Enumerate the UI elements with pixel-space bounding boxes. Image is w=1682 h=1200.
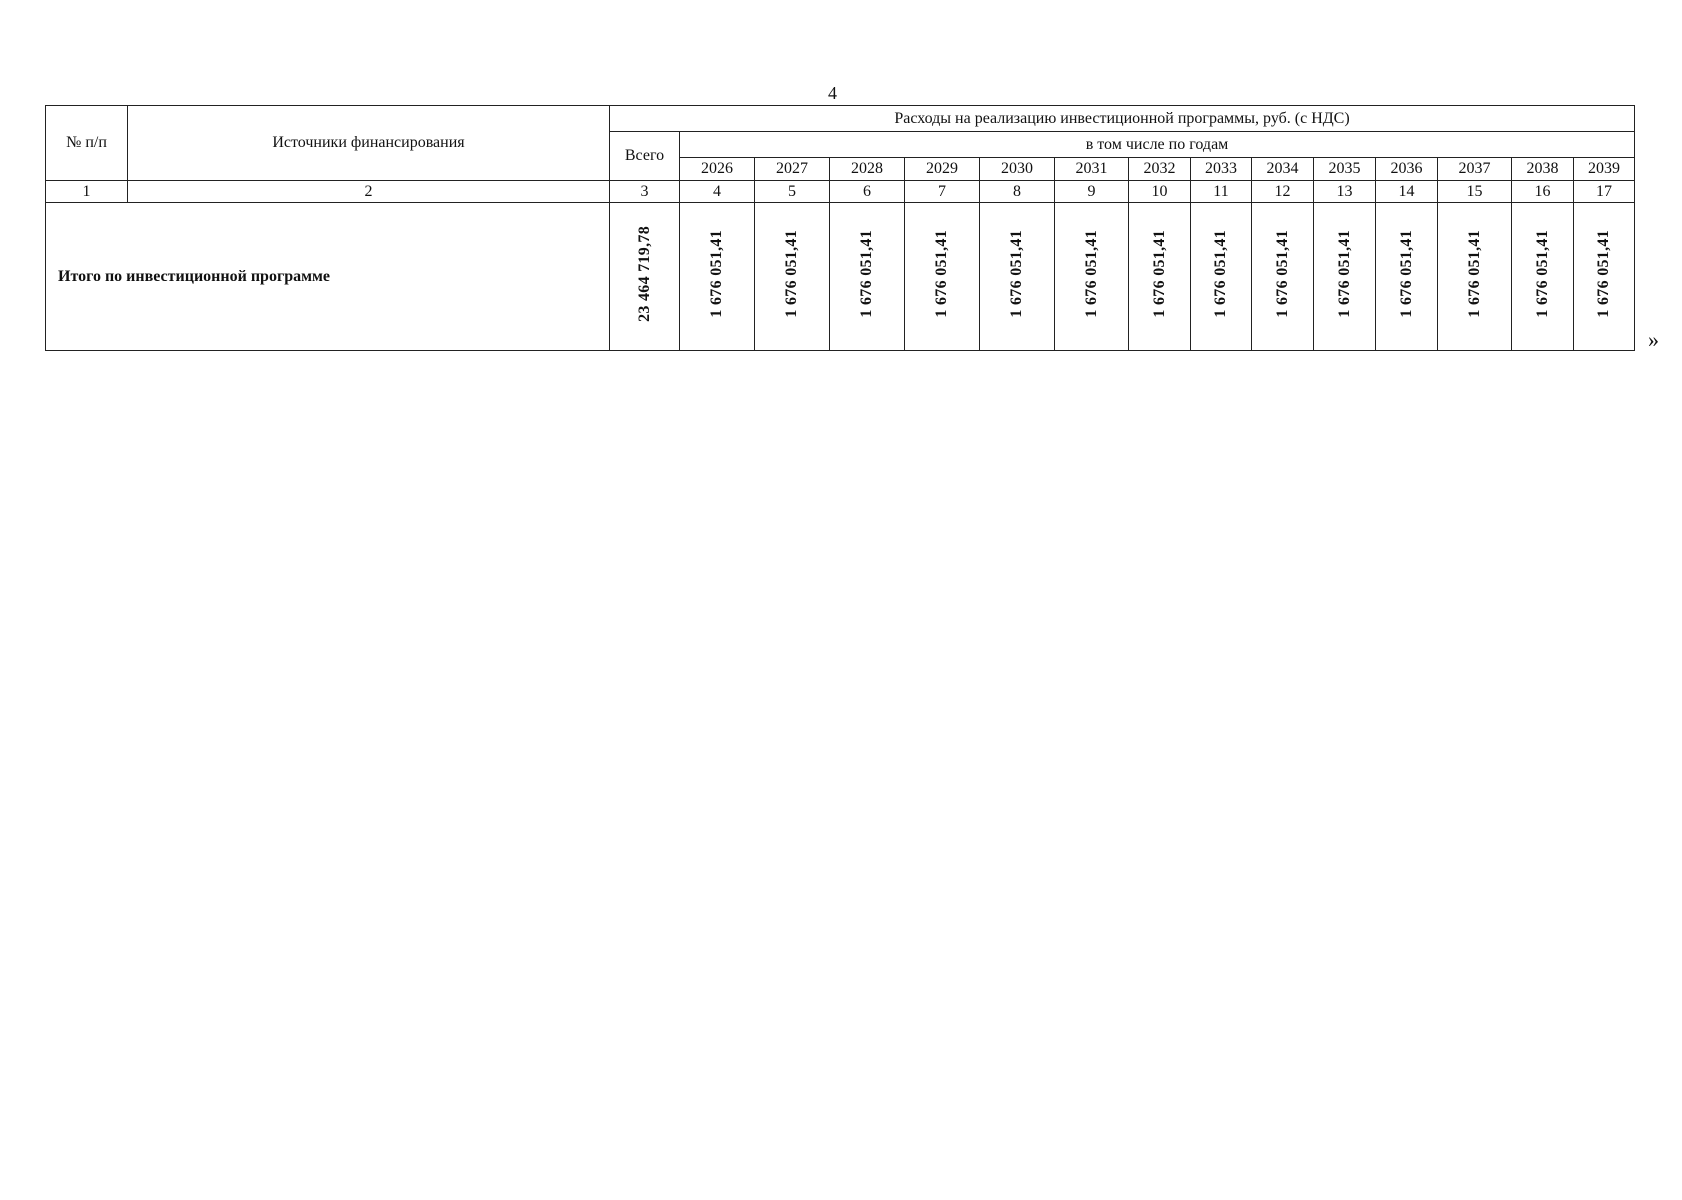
year-header: 2034 — [1252, 158, 1314, 181]
year-value: 1 676 051,41 — [1212, 230, 1229, 318]
year-value: 1 676 051,41 — [1008, 230, 1025, 318]
index-cell: 6 — [830, 181, 905, 203]
year-header: 2031 — [1055, 158, 1129, 181]
year-value: 1 676 051,41 — [858, 230, 875, 318]
year-value-cell — [905, 203, 980, 351]
total-row — [46, 203, 1635, 351]
year-value: 1 676 051,41 — [1397, 230, 1415, 318]
year-value: 1 676 051,41 — [1150, 230, 1168, 318]
year-header: 2039 — [1574, 158, 1635, 181]
year-value-cell — [1438, 203, 1512, 351]
year-header: 2032 — [1129, 158, 1191, 181]
index-cell: 13 — [1314, 181, 1376, 203]
year-header: 2030 — [980, 158, 1055, 181]
year-value: 1 676 051,41 — [1465, 230, 1483, 318]
index-cell: 14 — [1376, 181, 1438, 203]
year-value: 1 676 051,41 — [1273, 230, 1291, 318]
year-value: 1 676 051,41 — [708, 230, 725, 318]
index-cell: 10 — [1129, 181, 1191, 203]
year-value-cell — [1252, 203, 1314, 351]
total-value: 23 464 719,78 — [635, 226, 653, 322]
year-value: 1 676 051,41 — [783, 230, 800, 318]
year-header: 2028 — [830, 158, 905, 181]
index-cell: 17 — [1574, 181, 1635, 203]
col-source-header: Источники финансирования — [128, 106, 610, 181]
year-value-cell — [1512, 203, 1574, 351]
year-value-cell — [1129, 203, 1191, 351]
index-cell: 16 — [1512, 181, 1574, 203]
total-header: Всего — [610, 132, 680, 181]
year-value: 1 676 051,41 — [1533, 230, 1551, 318]
year-value-cell — [1191, 203, 1252, 351]
year-value: 1 676 051,41 — [1595, 230, 1612, 318]
year-header: 2033 — [1191, 158, 1252, 181]
index-cell: 12 — [1252, 181, 1314, 203]
index-cell: 9 — [1055, 181, 1129, 203]
index-cell: 8 — [980, 181, 1055, 203]
year-value-cell — [680, 203, 755, 351]
year-header: 2026 — [680, 158, 755, 181]
index-cell: 11 — [1191, 181, 1252, 203]
year-header: 2038 — [1512, 158, 1574, 181]
year-value: 1 676 051,41 — [1335, 230, 1353, 318]
year-header: 2035 — [1314, 158, 1376, 181]
year-value: 1 676 051,41 — [933, 230, 950, 318]
year-value-cell — [1574, 203, 1635, 351]
col-num-header: № п/п — [46, 106, 128, 181]
year-value-cell — [980, 203, 1055, 351]
index-cell: 2 — [128, 181, 610, 203]
investment-expenses-table — [45, 105, 1635, 351]
closing-quote: » — [1648, 327, 1659, 352]
year-header: 2036 — [1376, 158, 1438, 181]
total-row-label: Итого по инвестиционной программе — [46, 203, 610, 351]
index-cell: 1 — [46, 181, 128, 203]
year-header: 2027 — [755, 158, 830, 181]
year-value-cell — [1055, 203, 1129, 351]
total-value-cell — [610, 203, 680, 351]
expenses-header: Расходы на реализацию инвестиционной программы, руб. (с НДС) — [610, 106, 1635, 132]
year-header: 2037 — [1438, 158, 1512, 181]
index-cell: 15 — [1438, 181, 1512, 203]
index-cell: 3 — [610, 181, 680, 203]
year-value-cell — [755, 203, 830, 351]
index-cell: 5 — [755, 181, 830, 203]
year-header: 2029 — [905, 158, 980, 181]
year-value-cell — [1376, 203, 1438, 351]
index-cell: 7 — [905, 181, 980, 203]
year-value: 1 676 051,41 — [1082, 230, 1100, 318]
index-cell: 4 — [680, 181, 755, 203]
page-number: 4 — [828, 83, 837, 103]
year-value-cell — [1314, 203, 1376, 351]
year-value-cell — [830, 203, 905, 351]
by-years-header: в том числе по годам — [680, 132, 1635, 158]
